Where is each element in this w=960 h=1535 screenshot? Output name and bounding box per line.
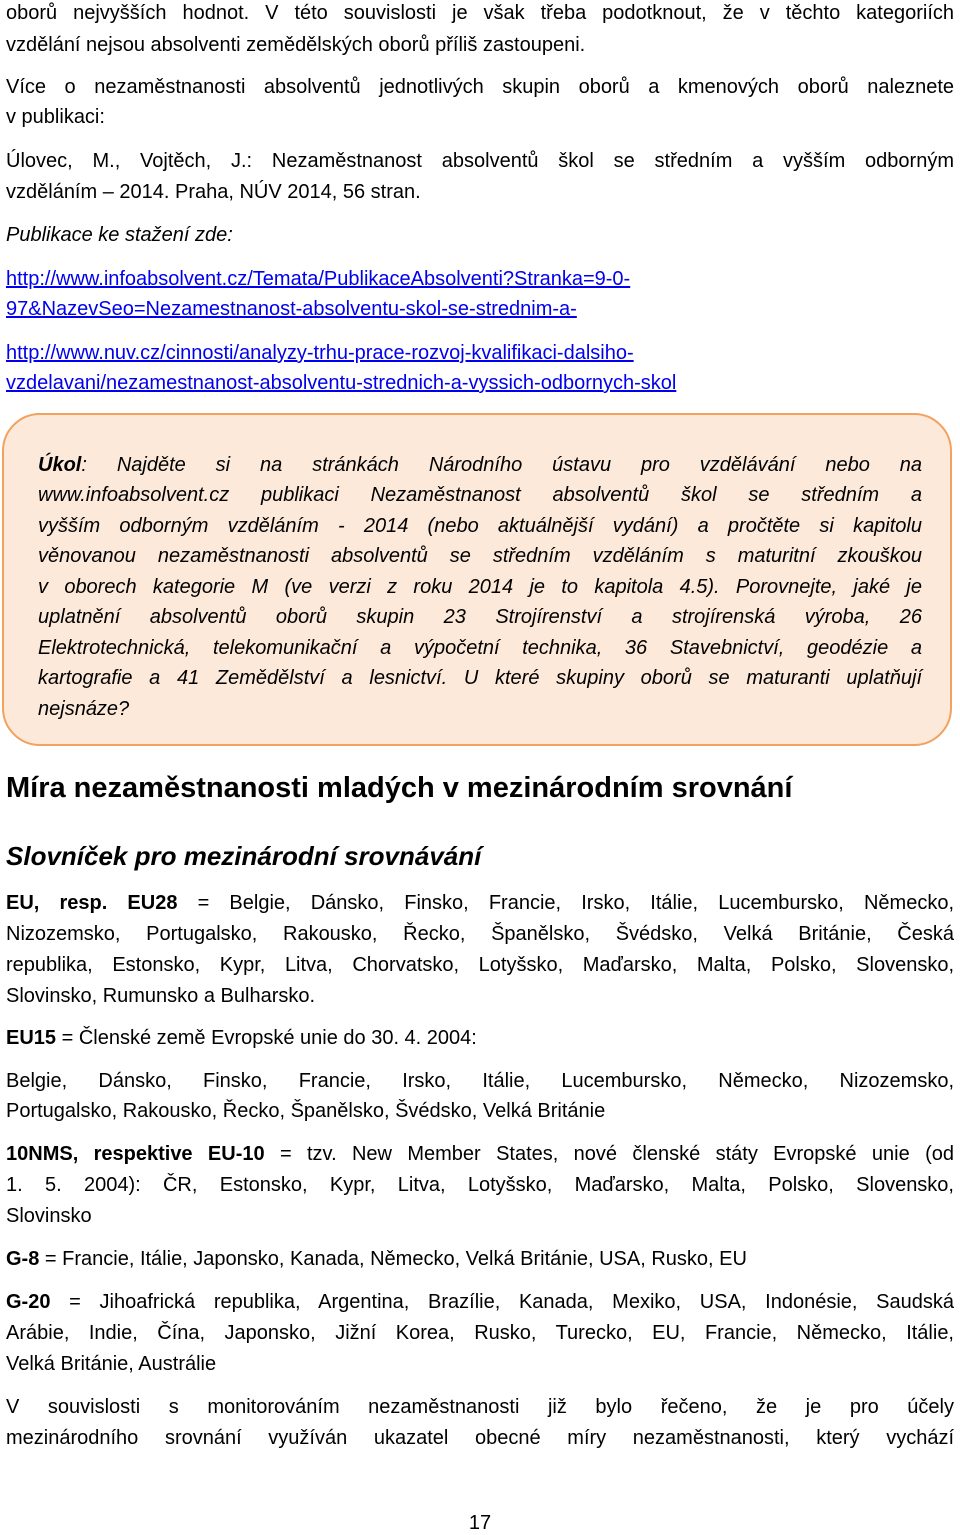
glossary-nms: 10NMS, respektive EU-10 = tzv. New Member States, nové členské státy Evropské unie (od: [6, 1143, 954, 1165]
task-line: kartografie a 41 Zemědělství a lesnictví. U které skupiny oborů se maturanti uplatňují: [38, 667, 922, 689]
paragraph-line: v publikaci:: [6, 106, 105, 128]
glossary-line: Arábie, Indie, Čína, Japonsko, Jižní Korea, Rusko, Turecko, EU, Francie, Německo, Itálie,: [6, 1322, 954, 1344]
glossary-line: 1. 5. 2004): ČR, Estonsko, Kypr, Litva, Lotyšsko, Maďarsko, Malta, Polsko, Slovensko,: [6, 1174, 954, 1196]
glossary-line: Nizozemsko, Portugalsko, Rakousko, Řecko, Španělsko, Švédsko, Velká Británie, Česká: [6, 923, 954, 945]
glossary-term: EU15: [6, 1027, 57, 1049]
glossary-g20: G-20 = Jihoafrická republika, Argentina, Brazílie, Kanada, Mexiko, USA, Indonésie, Saudská: [6, 1291, 954, 1313]
glossary-term: G-20: [6, 1291, 51, 1313]
task-line: Úkol: Najděte si na stránkách Národního ústavu pro vzdělávání nebo na: [38, 454, 922, 476]
glossary-g8: G-8 = Francie, Itálie, Japonsko, Kanada, Německo, Velká Británie, USA, Rusko, EU: [6, 1248, 747, 1270]
publication-link-2-cont[interactable]: vzdelavani/nezamestnanost-absolventu-strednich-a-vyssich-odbornych-skol: [6, 372, 677, 394]
glossary-line: Belgie, Dánsko, Finsko, Francie, Irsko, Itálie, Lucembursko, Německo, Nizozemsko,: [6, 1070, 954, 1092]
publication-link-1[interactable]: http://www.infoabsolvent.cz/Temata/PublikaceAbsolventi?Stranka=9-0-: [6, 268, 631, 290]
paragraph-line: oborů nejvyšších hodnot. V této souvislosti je však třeba podotknout, že v těchto kategoriích: [6, 2, 954, 24]
glossary-eu15: EU15 = Členské země Evropské unie do 30. 4. 2004:: [6, 1027, 477, 1049]
glossary-term: 10NMS, respektive EU-10: [6, 1143, 265, 1165]
citation-line: Úlovec, M., Vojtěch, J.: Nezaměstnanost absolventů škol se středním a vyšším odborným: [6, 150, 954, 172]
glossary-line: Slovinsko: [6, 1205, 92, 1227]
paragraph-line: V souvislosti s monitorováním nezaměstnanosti již bylo řečeno, že je pro účely: [6, 1396, 954, 1418]
task-line: vyšším odborným vzděláním - 2014 (nebo aktuálnější vydání) a pročtěte si kapitolu: [38, 515, 922, 537]
task-line: uplatnění absolventů oborů skupin 23 Strojírenství a strojírenská výroba, 26: [38, 606, 922, 628]
glossary-line: Velká Británie, Austrálie: [6, 1353, 217, 1375]
task-line: věnovanou nezaměstnanosti absolventů se středním vzděláním s maturitní zkouškou: [38, 545, 922, 567]
glossary-heading: Slovníček pro mezinárodní srovnávání: [6, 841, 482, 871]
paragraph-line: vzdělání nejsou absolventi zemědělských oborů příliš zastoupeni.: [6, 34, 586, 56]
task-label: Úkol: [38, 454, 82, 476]
task-line: nejsnáze?: [38, 698, 130, 720]
section-heading: Míra nezaměstnanosti mladých v mezinárodním srovnání: [6, 772, 793, 804]
paragraph-line: mezinárodního srovnání využíván ukazatel obecné míry nezaměstnanosti, který vychází: [6, 1427, 954, 1449]
task-line: Elektrotechnická, telekomunikační a výpočetní technika, 36 Stavebnictví, geodézie a: [38, 637, 922, 659]
task-line: v oborech kategorie M (ve verzi z roku 2014 je to kapitola 4.5). Porovnejte, jaké je: [38, 576, 922, 598]
glossary-term: EU, resp. EU28: [6, 892, 178, 914]
download-label: Publikace ke stažení zde:: [6, 224, 233, 246]
glossary-line: Portugalsko, Rakousko, Řecko, Španělsko, Švédsko, Velká Británie: [6, 1100, 606, 1122]
task-line: www.infoabsolvent.cz publikaci Nezaměstnanost absolventů škol se středním a: [38, 484, 922, 506]
glossary-line: republika, Estonsko, Kypr, Litva, Chorvatsko, Lotyšsko, Maďarsko, Malta, Polsko, Slovensko,: [6, 954, 954, 976]
page-number: 17: [468, 1512, 492, 1534]
publication-link-2[interactable]: http://www.nuv.cz/cinnosti/analyzy-trhu-prace-rozvoj-kvalifikaci-dalsiho-: [6, 342, 634, 364]
glossary-line: Slovinsko, Rumunsko a Bulharsko.: [6, 985, 316, 1007]
citation-line: vzděláním – 2014. Praha, NÚV 2014, 56 stran.: [6, 181, 421, 203]
publication-link-1-cont[interactable]: 97&NazevSeo=Nezamestnanost-absolventu-skol-se-strednim-a-: [6, 298, 577, 320]
glossary-eu: EU, resp. EU28 = Belgie, Dánsko, Finsko, Francie, Irsko, Itálie, Lucembursko, Německo,: [6, 892, 954, 914]
paragraph-line: Více o nezaměstnanosti absolventů jednotlivých skupin oborů a kmenových oborů naleznete: [6, 76, 954, 98]
glossary-term: G-8: [6, 1248, 40, 1270]
